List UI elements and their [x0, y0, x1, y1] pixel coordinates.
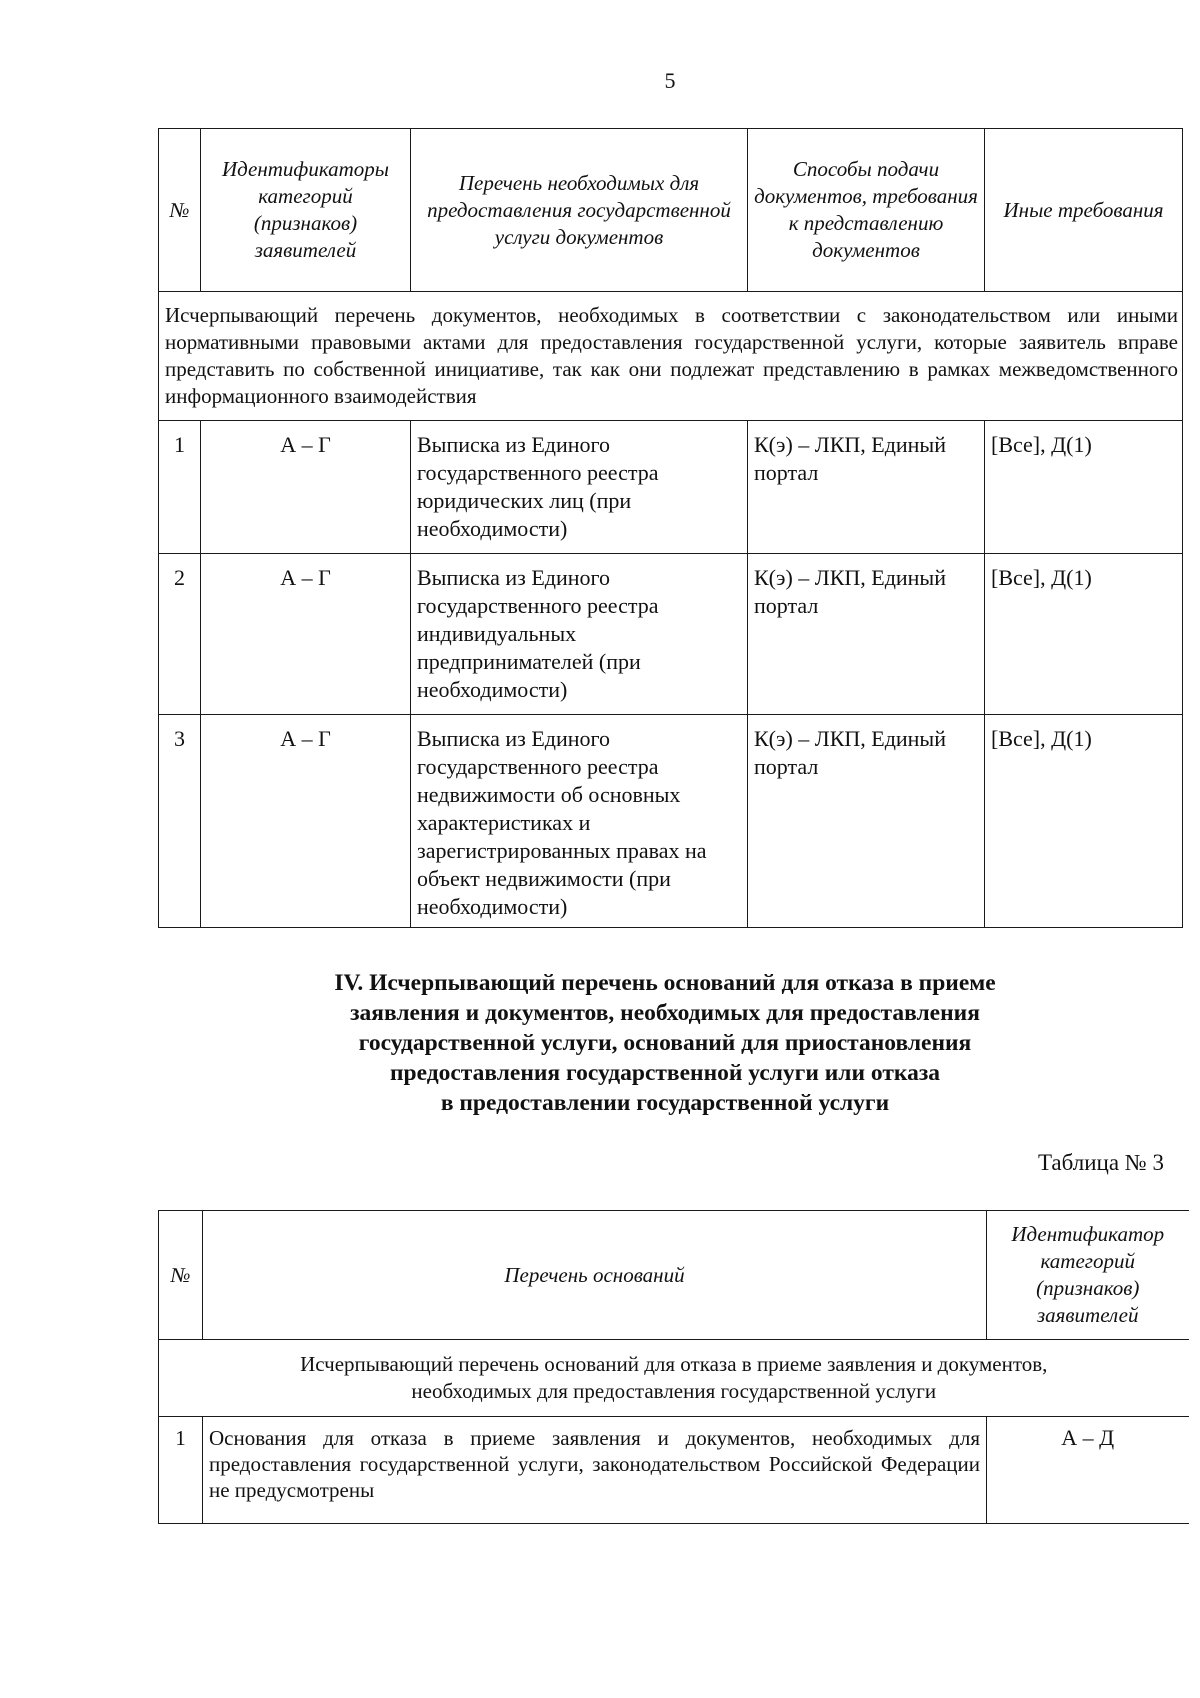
row-number: 2 — [159, 554, 201, 715]
row-document: Выписка из Единого государственного реестра индивидуальных предпринимателей (при необходимости) — [411, 554, 748, 715]
heading-line: предоставления государственной услуги или отказа — [389, 1060, 941, 1086]
table-row — [159, 1417, 1189, 1524]
table-row — [159, 421, 1183, 554]
table-label: Таблица № 3 — [1037, 1150, 1164, 1175]
row-method: К(э) – ЛКП, Единый портал — [748, 715, 985, 928]
row-category: А – Д — [987, 1417, 1189, 1524]
row-category: А – Г — [201, 554, 411, 715]
section-title: Исчерпывающий перечень документов, необходимых в соответствии с законодательством или иными нормативными правовыми актами для предоставления государственной услуги, которые заявитель вправе представить по собственной инициативе, так как они подлежат представлению в рамках межведомственного информационного взаимодействия — [159, 292, 1183, 421]
table-row — [159, 554, 1183, 715]
section-row — [159, 1340, 1189, 1417]
page-number: 5 — [664, 68, 676, 93]
row-other: [Все], Д(1) — [985, 715, 1183, 928]
documents-table — [158, 128, 1183, 928]
row-category: А – Г — [201, 715, 411, 928]
row-method: К(э) – ЛКП, Единый портал — [748, 554, 985, 715]
section-heading — [200, 968, 1130, 1118]
row-number: 1 — [159, 1417, 203, 1524]
section-title — [159, 1340, 1189, 1417]
table-header-row — [159, 1211, 1189, 1340]
heading-line: заявления и документов, необходимых для предоставления — [350, 1000, 980, 1026]
row-reason: Основания для отказа в приеме заявления и документов, необходимых для предоставления государственной услуги, законодательством Российской Федерации не предусмотрены — [203, 1417, 987, 1524]
row-number: 3 — [159, 715, 201, 928]
row-other: [Все], Д(1) — [985, 421, 1183, 554]
section-title-line: Исчерпывающий перечень оснований для отказа в приеме заявления и документов, — [300, 1352, 1048, 1376]
header-submission-methods: Способы подачи документов, требования к представлению документов — [748, 129, 985, 292]
table-row — [159, 715, 1183, 928]
header-category-ids: Идентификаторы категорий (признаков) заявителей — [201, 129, 411, 292]
heading-line: государственной услуги, оснований для приостановления — [358, 1030, 972, 1056]
refusal-grounds-table — [158, 1210, 1189, 1524]
row-method: К(э) – ЛКП, Единый портал — [748, 421, 985, 554]
heading-line: в предоставлении государственной услуги — [440, 1090, 890, 1116]
row-number: 1 — [159, 421, 201, 554]
section-row — [159, 292, 1183, 421]
table-header-row — [159, 129, 1183, 292]
row-category: А – Г — [201, 421, 411, 554]
row-document: Выписка из Единого государственного реестра недвижимости об основных характеристиках и зарегистрированных правах на объект недвижимости (при необходимости) — [411, 715, 748, 928]
header-category-id: Идентификатор категорий (признаков) заявителей — [987, 1211, 1189, 1340]
section-title-line: необходимых для предоставления государственной услуги — [411, 1379, 937, 1403]
header-grounds-list: Перечень оснований — [203, 1211, 987, 1340]
row-document: Выписка из Единого государственного реестра юридических лиц (при необходимости) — [411, 421, 748, 554]
header-other-requirements: Иные требования — [985, 129, 1183, 292]
header-documents-list: Перечень необходимых для предоставления государственной услуги документов — [411, 129, 748, 292]
row-other: [Все], Д(1) — [985, 554, 1183, 715]
header-number: № — [159, 1211, 203, 1340]
header-number: № — [159, 129, 201, 292]
heading-line: IV. Исчерпывающий перечень оснований для отказа в приеме — [334, 970, 996, 996]
